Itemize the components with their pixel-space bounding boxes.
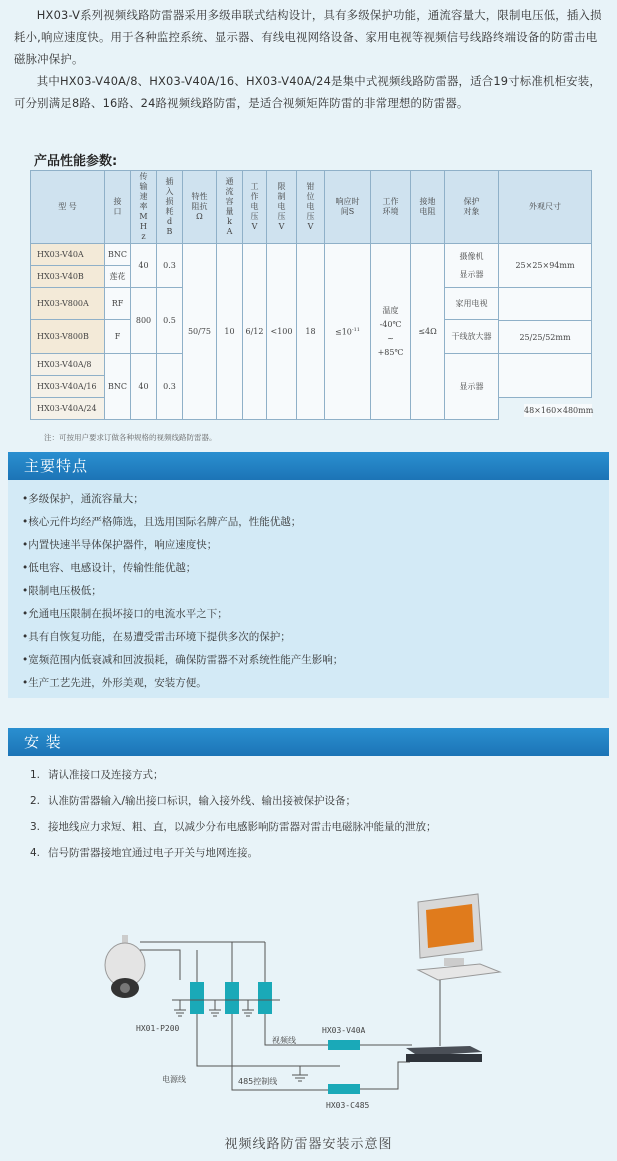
- header-current: 通流容量kA: [217, 171, 243, 244]
- header-work-voltage: 工作电压V: [243, 171, 267, 244]
- spec-table: [30, 170, 592, 420]
- table-note: 注：可按用户要求订做各种规格的视频线路防雷器。: [44, 433, 217, 442]
- features-header: 主要特点: [8, 452, 609, 480]
- header-model: 型 号: [31, 171, 105, 244]
- object-cell: 家用电视: [445, 288, 499, 320]
- clamp-voltage-cell: 18: [297, 244, 325, 420]
- loss-cell: 0.3: [157, 244, 183, 288]
- size-cell: 25×25×94mm: [499, 244, 592, 288]
- environment-cell: 温度 -40℃ ~ +85℃: [371, 244, 411, 420]
- header-size: 外观尺寸: [499, 171, 592, 244]
- model-cell: HX03-V800B: [31, 320, 105, 354]
- list-item: 3. 接地线应力求短、粗、直，以减少分布电感影响防雷器对雷击电磁脉冲能量的泄放；: [30, 821, 437, 833]
- ground-cell: ≤4Ω: [411, 244, 445, 420]
- size-spacer: [499, 288, 592, 398]
- object-cell: 摄像机 显示器: [445, 244, 499, 288]
- diagram-caption: 视频线路防雷器安装示意图: [224, 1137, 393, 1152]
- rate-cell: 40: [131, 354, 157, 420]
- response-cell: $\le 10^{-11}$: [325, 244, 371, 420]
- work-voltage-cell: 6/12: [243, 244, 267, 420]
- list-item: 1. 请认准接口及连接方式；: [30, 769, 164, 781]
- features-body: [8, 480, 609, 698]
- limit-voltage-cell: <100: [267, 244, 297, 420]
- current-cell: 10: [217, 244, 243, 420]
- object-cell: 干线放大器: [445, 320, 499, 354]
- model-cell: HX03-V40B: [31, 266, 105, 288]
- header-interface: 接口: [105, 171, 131, 244]
- c485-device-icon: [328, 1084, 360, 1094]
- list-item: 4. 信号防雷器接地宜通过电子开关与地网连接。: [30, 847, 258, 859]
- header-clamp-voltage: 钳位电压V: [297, 171, 325, 244]
- header-response: 响应时间S: [325, 171, 371, 244]
- header-loss: 插入损耗dB: [157, 171, 183, 244]
- camera-icon: [105, 935, 145, 998]
- list-item: •生产工艺先进，外形美观，安装方便。: [22, 677, 207, 689]
- object-cell: 显示器: [445, 354, 499, 420]
- list-item: •低电容、电感设计，传输性能优越；: [22, 562, 197, 574]
- model-cell: HX03-V40A/24: [31, 398, 105, 420]
- header-impedance: 特性阻抗Ω: [183, 171, 217, 244]
- install-header: 安 装: [8, 728, 609, 756]
- header-rate: 传输速率MHz: [131, 171, 157, 244]
- iface-cell: F: [105, 320, 131, 354]
- installation-diagram: [0, 880, 617, 1130]
- iface-cell: BNC: [105, 354, 131, 420]
- list-item: •具有自恢复功能，在易遭受雷击环境下提供多次的保护；: [22, 631, 291, 643]
- intro-paragraph-1: HX03-V系列视频线路防雷器采用多级串联式结构设计，具有多级保护功能，通流容量大，限制电压低，插入损耗小,响应速度快。用于各种监控系统、显示器、有线电视网络设备、家用电视等视频信号线路终端设备的防雷击电磁脉冲保护。: [14, 8, 602, 66]
- intro-paragraph-2: 其中HX03-V40A/8、HX03-V40A/16、HX03-V40A/24是集中式视频线路防雷器，适合19寸标准机柜安装，可分别满足8路、16路、24路视频线路防雷，是适合视频矩阵防雷的非常理想的防雷器。: [14, 74, 601, 110]
- header-environment: 工作环境: [371, 171, 411, 244]
- model-cell: HX03-V40A/8: [31, 354, 105, 376]
- header-ground: 接地电阻: [411, 171, 445, 244]
- features-list: [22, 488, 609, 695]
- iface-cell: 莲花: [105, 266, 131, 288]
- label-hx01: HX01-P200: [136, 1024, 180, 1033]
- loss-cell: 0.5: [157, 288, 183, 354]
- list-item: •核心元件均经严格筛选，且选用国际名牌产品，性能优越；: [22, 516, 302, 528]
- params-title: 产品性能参数:: [34, 154, 118, 169]
- model-cell: HX03-V800A: [31, 288, 105, 320]
- label-485: 485控制线: [238, 1077, 278, 1086]
- rate-cell: 40: [131, 244, 157, 288]
- loss-cell: 0.3: [157, 354, 183, 420]
- impedance-cell: 50/75: [183, 244, 217, 420]
- list-item: •内置快速半导体保护器件，响应速度快；: [22, 539, 218, 551]
- header-protect: 保护对象: [445, 171, 499, 244]
- list-item: •允通电压限制在损坏接口的电流水平之下；: [22, 608, 228, 620]
- model-cell: HX03-V40A: [31, 244, 105, 266]
- spec-header-row: [31, 171, 592, 244]
- v40a-device-icon: [328, 1040, 360, 1050]
- protector-icon: [190, 982, 272, 1014]
- computer-icon: [418, 894, 500, 980]
- list-item: •限制电压极低；: [22, 585, 102, 597]
- size-cell-large: 48×160×480mm: [524, 406, 594, 415]
- install-steps: [30, 762, 437, 866]
- header-limit-voltage: 限制电压V: [267, 171, 297, 244]
- rate-cell: 800: [131, 288, 157, 354]
- iface-cell: RF: [105, 288, 131, 320]
- label-v40a: HX03-V40A: [322, 1026, 366, 1035]
- model-cell: HX03-V40A/16: [31, 376, 105, 398]
- label-c485: HX03-C485: [326, 1101, 370, 1110]
- list-item: •宽频范围内低衰减和回波损耗，确保防雷器不对系统性能产生影响；: [22, 654, 344, 666]
- list-item: •多级保护，通流容量大；: [22, 493, 144, 505]
- dvr-icon: [406, 1046, 482, 1062]
- label-video: 视频线: [272, 1036, 296, 1045]
- intro-section: [0, 0, 617, 114]
- iface-cell: BNC: [105, 244, 131, 266]
- size-cell: 25/25/52mm: [499, 320, 591, 354]
- table-row: [31, 244, 592, 266]
- label-power: 电源线: [162, 1075, 186, 1084]
- list-item: 2. 认准防雷器输入/输出接口标识，输入接外线、输出接被保护设备；: [30, 795, 357, 807]
